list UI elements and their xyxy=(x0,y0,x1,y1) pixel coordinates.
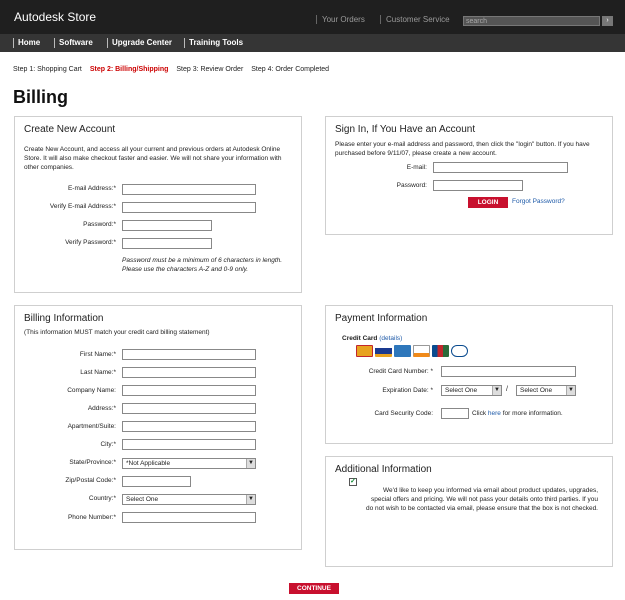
main-nav xyxy=(0,34,625,52)
zip-label: Zip/Postal Code:* xyxy=(65,477,116,484)
security-code-label: Card Security Code: xyxy=(374,410,433,417)
verify-password-label: Verify Password:* xyxy=(65,239,116,246)
expiration-month-select[interactable] xyxy=(441,385,502,396)
state-select-value: *Not Applicable xyxy=(126,460,171,467)
email-field[interactable] xyxy=(122,184,256,195)
credit-card-text: Credit Card xyxy=(342,335,378,342)
additional-info-title: Additional Information xyxy=(335,464,432,475)
store-title[interactable]: Autodesk Store xyxy=(14,10,97,24)
payment-panel xyxy=(325,305,613,444)
chevron-down-icon: ▼ xyxy=(566,386,575,395)
chevron-down-icon: ▼ xyxy=(246,459,255,468)
page-title: Billing xyxy=(13,87,68,107)
discover-icon xyxy=(413,345,430,357)
login-button[interactable]: LOGIN xyxy=(468,197,508,208)
company-name-label: Company Name: xyxy=(67,387,116,394)
here-link[interactable]: here xyxy=(487,410,501,417)
continue-button[interactable]: CONTINUE xyxy=(289,583,339,594)
your-orders-link[interactable]: Your Orders xyxy=(316,15,365,24)
checkout-steps xyxy=(13,66,335,73)
forgot-password-link[interactable]: Forgot Password? xyxy=(512,198,565,205)
country-select[interactable] xyxy=(122,494,256,505)
state-select[interactable] xyxy=(122,458,256,469)
apartment-label: Apartment/Suite: xyxy=(67,423,116,430)
year-select-value: Select One xyxy=(520,387,553,394)
payment-title: Payment Information xyxy=(335,313,428,324)
sign-in-intro: Please enter your e-mail address and password, then click the "login" button. If you have purchased before 9/11/07, please create a new account. xyxy=(335,141,590,157)
details-link[interactable]: (details) xyxy=(379,335,403,342)
nav-software[interactable]: Software xyxy=(54,38,93,48)
email-consent-checkbox[interactable] xyxy=(349,478,357,486)
step-1: Step 1: Shopping Cart xyxy=(13,66,82,73)
company-name-field[interactable] xyxy=(122,385,256,396)
city-label: City:* xyxy=(100,441,116,448)
billing-subtitle: (This information MUST match your credit card billing statement) xyxy=(24,329,210,336)
card-logos xyxy=(356,345,468,358)
mastercard-icon xyxy=(356,345,373,357)
signin-password-field[interactable] xyxy=(433,180,523,191)
chevron-down-icon: ▼ xyxy=(246,495,255,504)
jcb-icon xyxy=(432,345,449,357)
more-info-text: for more information. xyxy=(502,410,563,417)
password-label: Password:* xyxy=(83,221,116,228)
card-number-label: Credit Card Number: * xyxy=(368,368,433,375)
month-select-value: Select One xyxy=(445,387,478,394)
create-account-intro: Create New Account, and access all your current and previous orders at Autodesk Online Store. It will also make checkout faster and easier. We will not share your information with other companies. xyxy=(24,146,282,171)
phone-field[interactable] xyxy=(122,512,256,523)
step-2-active: Step 2: Billing/Shipping xyxy=(89,66,169,73)
last-name-field[interactable] xyxy=(122,367,256,378)
address-label: Address:* xyxy=(87,405,116,412)
expiration-year-select[interactable] xyxy=(516,385,576,396)
visa-icon xyxy=(375,345,392,357)
chevron-down-icon: ▼ xyxy=(492,386,501,395)
check-icon: ✓ xyxy=(350,478,356,485)
credit-card-label xyxy=(342,335,402,342)
country-label: Country:* xyxy=(88,495,116,502)
country-select-value: Select One xyxy=(126,496,159,503)
city-field[interactable] xyxy=(122,439,256,450)
signin-password-label: Password: xyxy=(396,182,427,189)
email-consent-text: We'd like to keep you informed via email about product updates, upgrades, special offers and pricing. We will not pass your details onto third parties. If you do not wish to be contacted via email, please ensure that the box is not checked. xyxy=(366,487,598,512)
click-text: Click xyxy=(472,410,487,417)
address-field[interactable] xyxy=(122,403,256,414)
apartment-field[interactable] xyxy=(122,421,256,432)
step-4: Step 4: Order Completed xyxy=(251,66,330,73)
state-label: State/Province:* xyxy=(69,459,116,466)
search-go-button[interactable]: › xyxy=(602,16,613,26)
amex-icon xyxy=(394,345,411,357)
step-3: Step 3: Review Order xyxy=(176,66,244,73)
first-name-label: First Name:* xyxy=(79,351,116,358)
additional-info-panel xyxy=(325,456,613,567)
password-field[interactable] xyxy=(122,220,212,231)
verify-email-field[interactable] xyxy=(122,202,256,213)
password-note: Password must be a minimum of 6 characters in length. Please use the characters A-Z and 0-9 only. xyxy=(122,257,283,273)
nav-upgrade-center[interactable]: Upgrade Center xyxy=(107,38,172,48)
nav-home[interactable]: Home xyxy=(13,38,40,48)
signin-email-field[interactable] xyxy=(433,162,568,173)
expiration-slash: / xyxy=(506,386,508,393)
customer-service-link[interactable]: Customer Service xyxy=(380,15,450,24)
nav-training-tools[interactable]: Training Tools xyxy=(184,38,243,48)
diners-icon xyxy=(451,345,468,357)
verify-password-field[interactable] xyxy=(122,238,212,249)
top-bar xyxy=(0,0,625,34)
sign-in-panel xyxy=(325,116,613,235)
verify-email-label: Verify E-mail Address:* xyxy=(49,203,116,210)
sign-in-title: Sign In, If You Have an Account xyxy=(335,124,476,135)
search-input[interactable]: search xyxy=(463,16,600,26)
card-number-field[interactable] xyxy=(441,366,576,377)
last-name-label: Last Name:* xyxy=(80,369,116,376)
create-account-title: Create New Account xyxy=(24,124,116,135)
expiration-label: Expiration Date: * xyxy=(382,387,433,394)
billing-panel xyxy=(14,305,302,550)
phone-label: Phone Number:* xyxy=(67,514,116,521)
zip-field[interactable] xyxy=(122,476,191,487)
first-name-field[interactable] xyxy=(122,349,256,360)
security-code-field[interactable] xyxy=(441,408,469,419)
signin-email-label: E-mail: xyxy=(406,164,427,171)
create-account-panel xyxy=(14,116,302,293)
security-help-text xyxy=(472,410,563,417)
email-label: E-mail Address:* xyxy=(67,185,116,192)
billing-title: Billing Information xyxy=(24,313,104,324)
